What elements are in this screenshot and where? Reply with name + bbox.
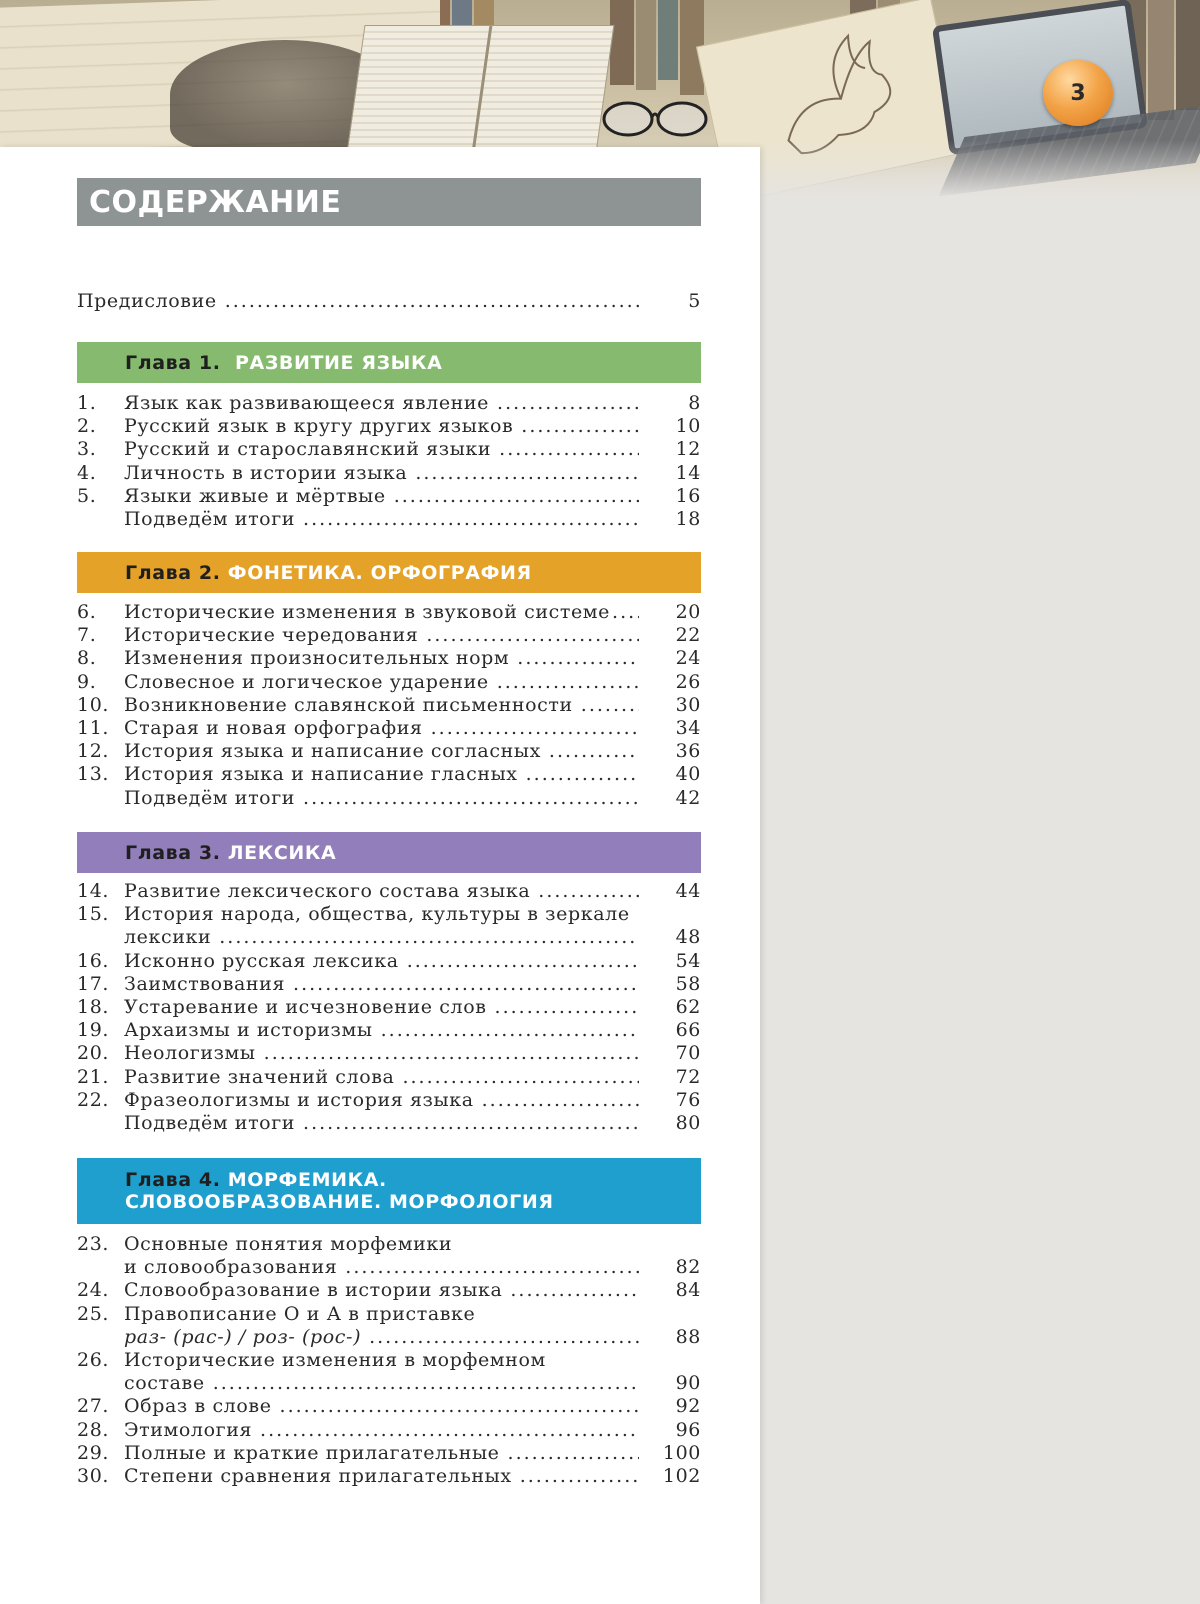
toc-entry[interactable]: 4. Личность в истории языка ..... 14 xyxy=(77,462,701,485)
chapter-label: Глава 2. xyxy=(125,561,221,584)
toc-entry-page: 5 xyxy=(688,290,701,312)
chapter-2-header[interactable] xyxy=(77,552,701,593)
contents-title-bar xyxy=(77,178,701,226)
chapter-4-header[interactable] xyxy=(77,1158,701,1224)
toc-entry[interactable]: 24. Словообразование в истории языка ..... 84 xyxy=(77,1279,701,1302)
chapter-label: Глава 3. xyxy=(125,841,221,864)
toc-entry[interactable]: и словообразования ..... 82 xyxy=(77,1256,701,1279)
chapter-1-entries xyxy=(77,392,701,531)
toc-entry[interactable]: 13. История языка и написание гласных ..... 40 xyxy=(77,763,701,786)
chapter-name: ФОНЕТИКА. ОРФОГРАФИЯ xyxy=(227,561,532,584)
chapter-1-header[interactable] xyxy=(77,342,701,383)
toc-entry[interactable]: 3. Русский и старославянский языки ..... 12 xyxy=(77,438,701,461)
open-book-image xyxy=(346,25,615,160)
toc-entry[interactable]: 17. Заимствования ..... 58 xyxy=(77,973,701,996)
toc-entry-title: Предисловие xyxy=(77,290,217,312)
glasses-icon xyxy=(600,95,710,140)
toc-entry[interactable]: 11. Старая и новая орфография ..... 34 xyxy=(77,717,701,740)
toc-entry[interactable]: Подведём итоги ..... 18 xyxy=(77,508,701,531)
chapter-label: Глава 1. xyxy=(125,351,221,374)
toc-entry[interactable] xyxy=(77,290,701,313)
page-number-badge xyxy=(1043,60,1113,126)
toc-entry[interactable]: 20. Неологизмы ..... 70 xyxy=(77,1042,701,1065)
toc-entry[interactable]: 9. Словесное и логическое ударение ..... 26 xyxy=(77,671,701,694)
toc-entry[interactable]: 5. Языки живые и мёртвые ..... 16 xyxy=(77,485,701,508)
toc-entry[interactable]: 7. Исторические чередования ..... 22 xyxy=(77,624,701,647)
chapter-3-entries xyxy=(77,880,701,1135)
toc-entry-line1[interactable]: 15. История народа, общества, культуры в зеркале xyxy=(77,903,630,926)
chapter-name: РАЗВИТИЕ ЯЗЫКА xyxy=(234,351,443,374)
toc-entry[interactable]: 27. Образ в слове ..... 92 xyxy=(77,1395,701,1418)
toc-entry[interactable]: Подведём итоги ..... 80 xyxy=(77,1112,701,1135)
toc-entry-line1[interactable]: 26. Исторические изменения в морфемном xyxy=(77,1348,546,1371)
toc-entry[interactable]: 28. Этимология ..... 96 xyxy=(77,1419,701,1442)
toc-entry[interactable]: 29. Полные и краткие прилагательные ..... 100 xyxy=(77,1442,701,1465)
toc-entry[interactable]: 1. Язык как развивающееся явление ..... 8 xyxy=(77,392,701,415)
page-title: СОДЕРЖАНИЕ xyxy=(89,184,342,220)
toc-entry[interactable]: 22. Фразеологизмы и история языка ..... 76 xyxy=(77,1089,701,1112)
toc-entry[interactable]: 6. Исторические изменения в звуковой системе ..... 20 xyxy=(77,601,701,624)
chapter-name-line2: СЛОВООБРАЗОВАНИЕ. МОРФОЛОГИЯ xyxy=(125,1191,554,1213)
toc-preface xyxy=(77,290,701,313)
page-number: 3 xyxy=(1070,80,1086,106)
chapter-label: Глава 4. xyxy=(125,1169,221,1191)
toc-entry-line1[interactable]: 23. Основные понятия морфемики xyxy=(77,1233,453,1255)
chapter-3-header[interactable] xyxy=(77,832,701,873)
toc-entry[interactable]: лексики ..... 48 xyxy=(77,926,701,949)
toc-entry[interactable]: 30. Степени сравнения прилагательных ..... 102 xyxy=(77,1465,701,1488)
toc-entry[interactable]: раз- (рас-) / роз- (рос-) ..... 88 xyxy=(77,1326,701,1349)
chapter-2-entries xyxy=(77,601,701,810)
toc-entry[interactable]: 12. История языка и написание согласных ..... 36 xyxy=(77,740,701,763)
toc-entry[interactable]: 14. Развитие лексического состава языка ..... 44 xyxy=(77,880,701,903)
toc-entry[interactable]: составе ..... 90 xyxy=(77,1372,701,1395)
chapter-name: МОРФЕМИКА. xyxy=(227,1169,387,1191)
toc-entry[interactable]: Подведём итоги ..... 42 xyxy=(77,787,701,810)
toc-entry-line1[interactable]: 25. Правописание О и А в приставке xyxy=(77,1302,476,1325)
toc-entry[interactable]: 21. Развитие значений слова ..... 72 xyxy=(77,1066,701,1089)
toc-entry[interactable]: 2. Русский язык в кругу других языков ..... 10 xyxy=(77,415,701,438)
toc-entry[interactable]: 10. Возникновение славянской письменности ..... 30 xyxy=(77,694,701,717)
toc-entry[interactable]: 8. Изменения произносительных норм ..... 24 xyxy=(77,647,701,670)
chapter-name: ЛЕКСИКА xyxy=(227,841,337,864)
chapter-4-entries xyxy=(77,1233,701,1488)
toc-entry[interactable]: 18. Устаревание и исчезновение слов ..... 62 xyxy=(77,996,701,1019)
toc-entry[interactable]: 16. Исконно русская лексика ..... 54 xyxy=(77,950,701,973)
toc-entry[interactable]: 19. Архаизмы и историзмы ..... 66 xyxy=(77,1019,701,1042)
